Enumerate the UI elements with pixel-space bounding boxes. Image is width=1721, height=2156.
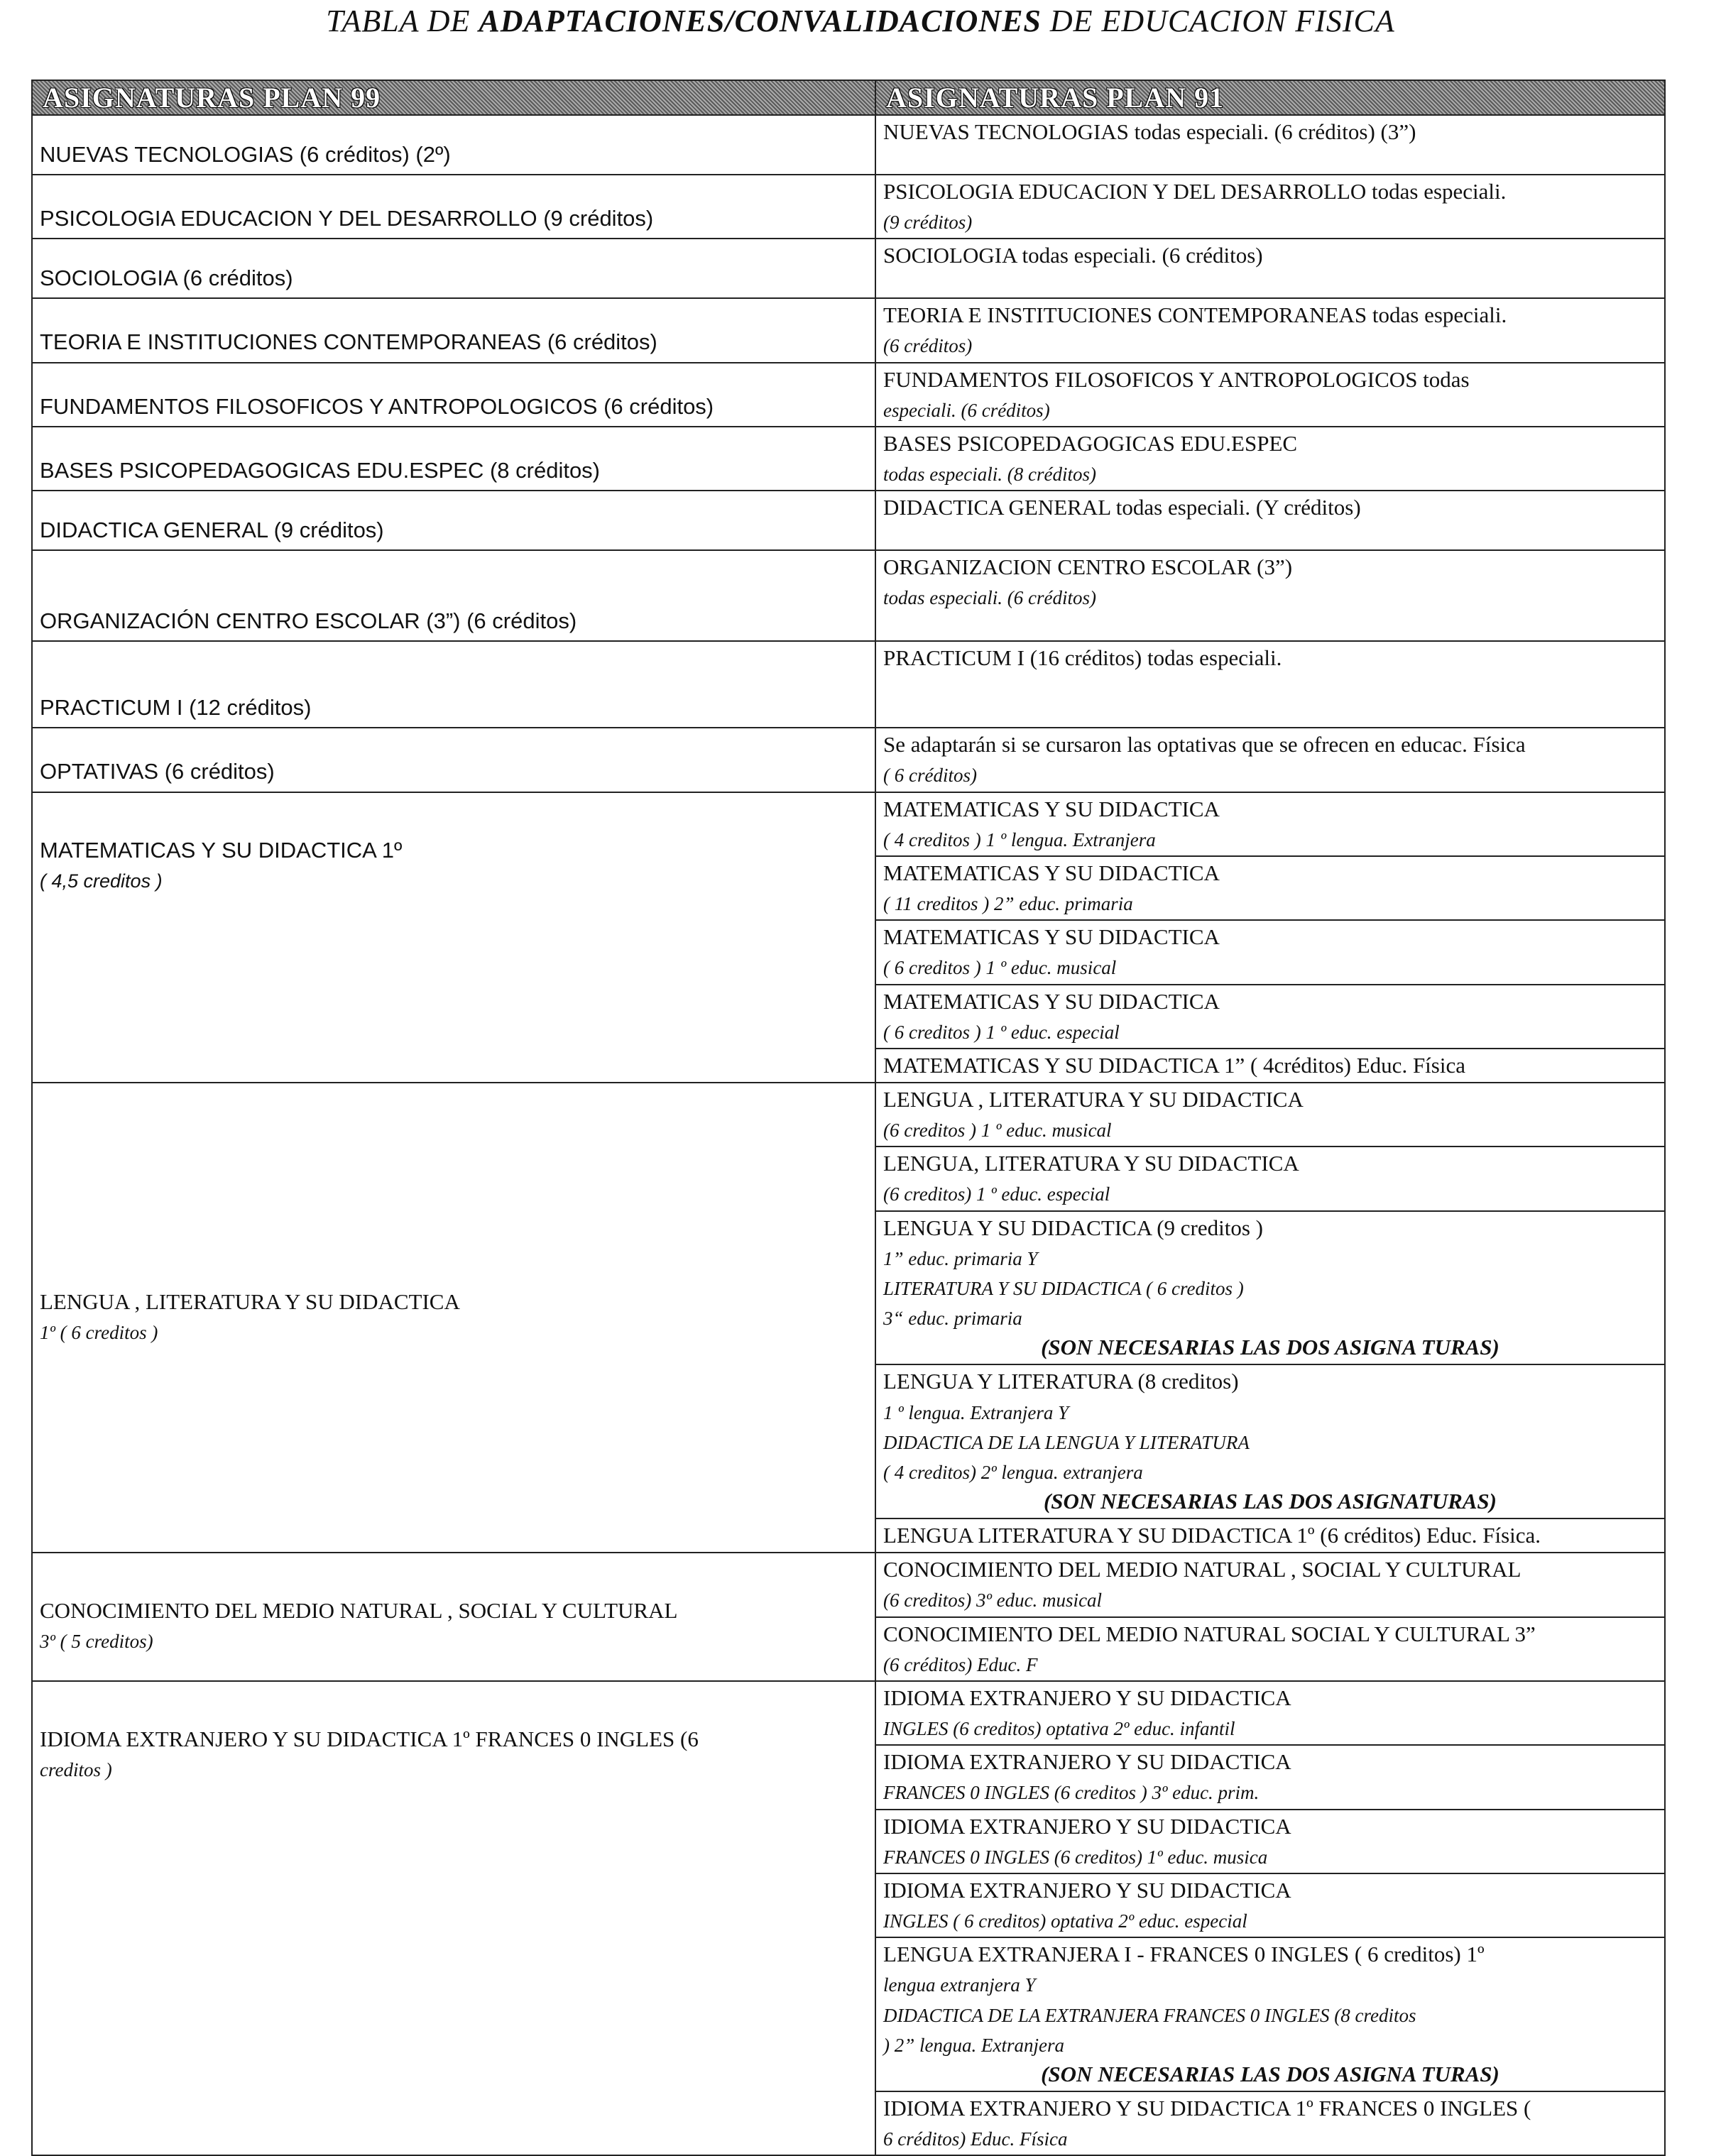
plan91-line: todas especiali. (6 créditos): [883, 587, 1096, 609]
plan91-line: LENGUA Y LITERATURA (8 creditos): [883, 1369, 1239, 1394]
plan91-line: LENGUA LITERATURA Y SU DIDACTICA 1º (6 créditos) Educ. Física.: [883, 1523, 1541, 1548]
header-plan-91: ASIGNATURAS PLAN 91: [875, 80, 1665, 115]
plan99-line: NUEVAS TECNOLOGIAS (6 créditos) (2º): [40, 141, 451, 167]
table-row: [32, 363, 1665, 427]
plan91-line: MATEMATICAS Y SU DIDACTICA: [883, 860, 1220, 885]
plan99-line: FUNDAMENTOS FILOSOFICOS Y ANTROPOLOGICOS (6 créditos): [40, 393, 714, 419]
plan99-line: IDIOMA EXTRANJERO Y SU DIDACTICA 1º FRANCES 0 INGLES (6: [40, 1726, 699, 1751]
plan99-cell: [32, 427, 875, 491]
plan91-cell: [875, 728, 1665, 792]
plan91-line: MATEMATICAS Y SU DIDACTICA: [883, 924, 1220, 950]
plan91-cell: [875, 856, 1665, 920]
plan99-line: TEORIA E INSTITUCIONES CONTEMPORANEAS (6 créditos): [40, 329, 657, 355]
plan91-line: (6 creditos) 1 º educ. especial: [883, 1183, 1110, 1205]
plan99-line: PRACTICUM I (12 créditos): [40, 695, 312, 721]
plan91-line: MATEMATICAS Y SU DIDACTICA 1” ( 4créditos) Educ. Física: [883, 1052, 1465, 1078]
plan99-line: MATEMATICAS Y SU DIDACTICA 1º: [40, 837, 403, 863]
plan91-line: IDIOMA EXTRANJERO Y SU DIDACTICA: [883, 1813, 1291, 1839]
table-row: [32, 427, 1665, 491]
table-row: [32, 1553, 1665, 1616]
table-row: [32, 298, 1665, 362]
plan91-line: Se adaptarán si se cursaron las optativas que se ofrecen en educac. Física: [883, 732, 1526, 757]
plan99-line: DIDACTICA GENERAL (9 créditos): [40, 518, 384, 543]
plan91-line: PSICOLOGIA EDUCACION Y DEL DESARROLLO todas especiali.: [883, 179, 1507, 204]
table-row: [32, 792, 1665, 856]
plan99-cell: [32, 175, 875, 239]
plan91-line: LENGUA EXTRANJERA I - FRANCES 0 INGLES ( 6 creditos) 1º: [883, 1942, 1485, 1967]
plan91-cell: [875, 175, 1665, 239]
plan91-line: especiali. (6 créditos): [883, 399, 1050, 421]
plan91-cell: [875, 1681, 1665, 1745]
plan91-line: ( 4 creditos ) 1 º lengua. Extranjera: [883, 828, 1156, 850]
plan91-line: SOCIOLOGIA todas especiali. (6 créditos): [883, 243, 1263, 268]
plan91-line: ( 6 creditos ) 1 º educ. musical: [883, 957, 1117, 979]
plan91-line: IDIOMA EXTRANJERO Y SU DIDACTICA: [883, 1877, 1291, 1903]
plan99-cell: [32, 115, 875, 175]
adaptations-table: [31, 80, 1666, 2156]
title-post: DE EDUCACION FISICA: [1041, 4, 1395, 38]
plan91-line: ) 2” lengua. Extranjera: [883, 2034, 1064, 2056]
plan99-cell: [32, 728, 875, 792]
plan99-cell: [32, 298, 875, 362]
table-row: [32, 1083, 1665, 1147]
plan91-line: FUNDAMENTOS FILOSOFICOS Y ANTROPOLOGICOS todas: [883, 366, 1470, 392]
table-row: [32, 641, 1665, 728]
plan91-line: LENGUA, LITERATURA Y SU DIDACTICA: [883, 1151, 1299, 1176]
plan91-cell: [875, 239, 1665, 298]
plan91-line: 1 º lengua. Extranjera Y: [883, 1401, 1069, 1423]
plan91-line: FRANCES 0 INGLES (6 creditos) 1º educ. musica: [883, 1846, 1268, 1868]
plan91-line: DIDACTICA GENERAL todas especiali. (Y créditos): [883, 495, 1361, 520]
plan99-cell: [32, 1553, 875, 1681]
plan91-line: IDIOMA EXTRANJERO Y SU DIDACTICA: [883, 1749, 1291, 1775]
plan91-line: (SON NECESARIAS LAS DOS ASIGNATURAS): [1043, 1489, 1497, 1514]
plan91-line: ( 6 créditos): [883, 765, 977, 787]
plan99-line: 3º ( 5 creditos): [40, 1631, 153, 1653]
plan91-cell: [875, 1083, 1665, 1147]
title-bold: ADAPTACIONES/CONVALIDACIONES: [479, 4, 1042, 38]
plan91-cell: [875, 1553, 1665, 1616]
plan99-cell: [32, 1083, 875, 1553]
plan91-line: 3“ educ. primaria: [883, 1308, 1022, 1330]
plan91-cell: [875, 550, 1665, 641]
plan99-line: BASES PSICOPEDAGOGICAS EDU.ESPEC (8 créditos): [40, 458, 601, 483]
plan91-line: ( 4 creditos) 2º lengua. extranjera: [883, 1461, 1143, 1483]
plan99-line: LENGUA , LITERATURA Y SU DIDACTICA: [40, 1288, 460, 1314]
plan91-cell: [875, 1873, 1665, 1937]
plan99-line: ( 4,5 creditos ): [40, 870, 163, 892]
plan91-cell: [875, 985, 1665, 1049]
plan91-cell: [875, 1518, 1665, 1553]
plan91-line: DIDACTICA DE LA LENGUA Y LITERATURA: [883, 1431, 1250, 1453]
plan91-line: CONOCIMIENTO DEL MEDIO NATURAL SOCIAL Y CULTURAL 3”: [883, 1621, 1536, 1646]
plan91-line: ( 11 creditos ) 2” educ. primaria: [883, 893, 1133, 915]
table-row: [32, 550, 1665, 641]
table-row: [32, 728, 1665, 792]
title-pre: TABLA DE: [326, 4, 479, 38]
plan91-line: (9 créditos): [883, 212, 973, 234]
plan91-line: INGLES ( 6 creditos) optativa 2º educ. especial: [883, 1910, 1247, 1932]
plan91-cell: [875, 298, 1665, 362]
plan99-cell: [32, 792, 875, 1083]
header-row: [32, 80, 1665, 115]
plan91-line: todas especiali. (8 créditos): [883, 464, 1096, 486]
plan91-line: PRACTICUM I (16 créditos) todas especiali.: [883, 645, 1282, 671]
plan91-cell: [875, 1937, 1665, 2091]
plan99-line: 1º ( 6 creditos ): [40, 1322, 158, 1344]
plan99-line: OPTATIVAS (6 créditos): [40, 759, 275, 784]
plan91-line: TEORIA E INSTITUCIONES CONTEMPORANEAS todas especiali.: [883, 302, 1507, 328]
plan99-line: ORGANIZACIÓN CENTRO ESCOLAR (3”) (6 créditos): [40, 608, 577, 634]
table-row: [32, 1681, 1665, 1745]
table-row: [32, 115, 1665, 175]
plan91-cell: [875, 363, 1665, 427]
plan91-cell: [875, 641, 1665, 728]
plan91-line: MATEMATICAS Y SU DIDACTICA: [883, 796, 1220, 821]
header-plan-99: ASIGNATURAS PLAN 99: [32, 80, 875, 115]
plan99-line: CONOCIMIENTO DEL MEDIO NATURAL , SOCIAL Y CULTURAL: [40, 1598, 678, 1624]
plan91-line: IDIOMA EXTRANJERO Y SU DIDACTICA 1º FRANCES 0 INGLES (: [883, 2095, 1531, 2121]
plan99-line: SOCIOLOGIA (6 créditos): [40, 266, 293, 291]
plan99-line: creditos ): [40, 1759, 112, 1781]
table-row: [32, 175, 1665, 239]
plan91-line: LITERATURA Y SU DIDACTICA ( 6 creditos ): [883, 1277, 1244, 1299]
plan91-line: (6 créditos): [883, 335, 973, 357]
plan99-cell: [32, 1681, 875, 2155]
plan91-line: (6 créditos) Educ. F: [883, 1653, 1038, 1675]
plan91-cell: [875, 1049, 1665, 1083]
plan99-cell: [32, 363, 875, 427]
plan91-line: DIDACTICA DE LA EXTRANJERA FRANCES 0 INGLES (8 creditos: [883, 2004, 1416, 2026]
plan99-cell: [32, 239, 875, 298]
plan99-cell: [32, 550, 875, 641]
plan91-cell: [875, 115, 1665, 175]
plan91-cell: [875, 1211, 1665, 1365]
plan91-line: (6 creditos ) 1 º educ. musical: [883, 1120, 1112, 1142]
plan91-line: LENGUA Y SU DIDACTICA (9 creditos ): [883, 1215, 1263, 1240]
plan91-line: FRANCES 0 INGLES (6 creditos ) 3º educ. prim.: [883, 1782, 1260, 1804]
plan91-cell: [875, 1147, 1665, 1210]
table-row: [32, 239, 1665, 298]
plan91-line: LENGUA , LITERATURA Y SU DIDACTICA: [883, 1086, 1304, 1112]
plan91-line: IDIOMA EXTRANJERO Y SU DIDACTICA: [883, 1685, 1291, 1710]
plan99-line: PSICOLOGIA EDUCACION Y DEL DESARROLLO (9 créditos): [40, 206, 654, 231]
plan91-line: INGLES (6 creditos) optativa 2º educ. infantil: [883, 1718, 1235, 1740]
plan91-line: 1” educ. primaria Y: [883, 1247, 1038, 1269]
plan91-line: CONOCIMIENTO DEL MEDIO NATURAL , SOCIAL Y CULTURAL: [883, 1557, 1521, 1582]
plan91-cell: [875, 1810, 1665, 1873]
plan91-cell: [875, 491, 1665, 550]
plan99-cell: [32, 641, 875, 728]
plan91-cell: [875, 920, 1665, 984]
plan91-cell: [875, 1745, 1665, 1809]
plan91-line: (6 creditos) 3º educ. musical: [883, 1589, 1103, 1611]
plan91-line: ( 6 creditos ) 1 º educ. especial: [883, 1021, 1120, 1043]
plan91-line: MATEMATICAS Y SU DIDACTICA: [883, 988, 1220, 1014]
plan91-cell: [875, 2091, 1665, 2155]
plan91-line: BASES PSICOPEDAGOGICAS EDU.ESPEC: [883, 430, 1298, 456]
plan91-line: 6 créditos) Educ. Física: [883, 2128, 1068, 2150]
plan91-line: (SON NECESARIAS LAS DOS ASIGNA TURAS): [1041, 2061, 1499, 2086]
plan91-cell: [875, 1617, 1665, 1681]
plan91-line: (SON NECESARIAS LAS DOS ASIGNA TURAS): [1041, 1335, 1499, 1360]
plan99-cell: [32, 491, 875, 550]
plan91-line: ORGANIZACION CENTRO ESCOLAR (3”): [883, 554, 1293, 580]
plan91-line: lengua extranjera Y: [883, 1974, 1036, 1996]
plan91-line: NUEVAS TECNOLOGIAS todas especiali. (6 créditos) (3”): [883, 119, 1416, 144]
plan91-cell: [875, 1364, 1665, 1518]
plan91-cell: [875, 427, 1665, 491]
plan91-cell: [875, 792, 1665, 856]
page-title: [0, 3, 1721, 39]
table-row: [32, 491, 1665, 550]
